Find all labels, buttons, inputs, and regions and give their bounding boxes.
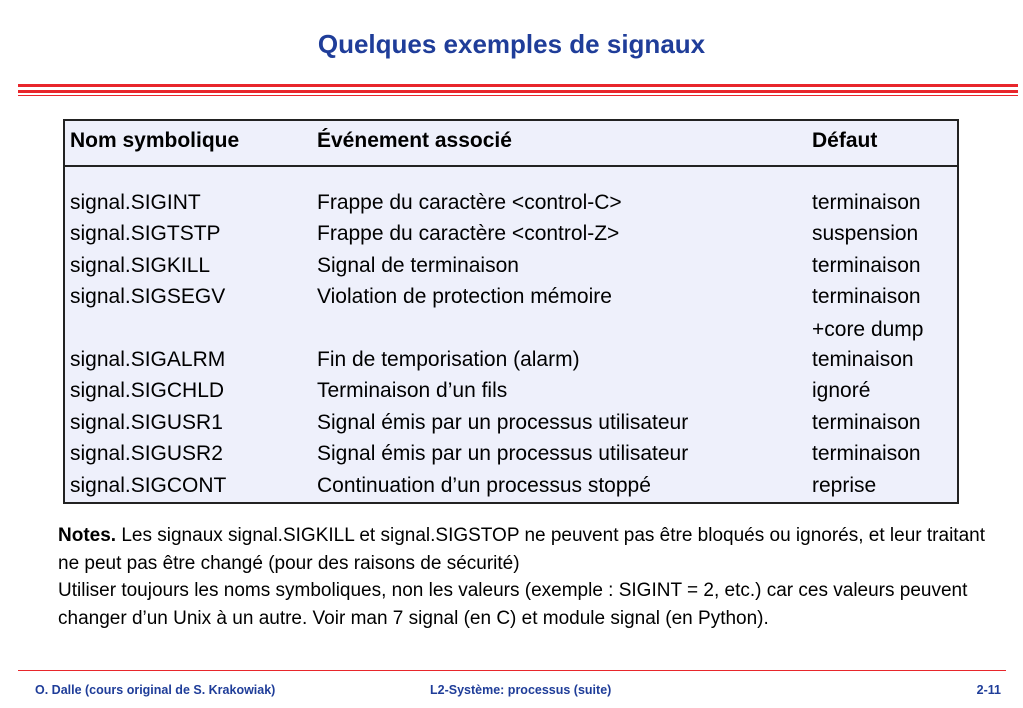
row-sigsegv-default: terminaison [812, 285, 921, 308]
row-sigusr2-name: signal.SIGUSR2 [70, 442, 223, 465]
row-sigkill-event: Signal de terminaison [317, 254, 519, 277]
row-sigchld-name: signal.SIGCHLD [70, 379, 225, 402]
row-sigtstp-default: suspension [812, 222, 919, 245]
row-sigusr2-event: Signal émis par un processus utilisateur [317, 442, 689, 465]
notes-block [58, 522, 988, 632]
row-sigusr1-name: signal.SIGUSR1 [70, 411, 223, 434]
row-sigcont-default: reprise [812, 474, 877, 497]
row-sigint-default: terminaison [812, 191, 921, 214]
title-rule-top [18, 84, 1018, 87]
notes-text-1: Les signaux signal.SIGKILL et signal.SIGSTOP ne peuvent pas être bloqués ou ignorés, et leur traitant ne peut pas être changé (pour des raisons de sécurité) [58, 525, 985, 574]
row-sigalrm-default: teminaison [812, 348, 914, 371]
row-sigsegv-name: signal.SIGSEGV [70, 285, 226, 308]
row-sigalrm-event: Fin de temporisation (alarm) [317, 348, 580, 371]
footer-page-number: 2-11 [976, 683, 1001, 697]
title-rule-bottom [18, 95, 1018, 96]
page-title: Quelques exemples de signaux [317, 29, 706, 59]
row-sigusr1-event: Signal émis par un processus utilisateur [317, 411, 689, 434]
row-sigchld-event: Terminaison d’un fils [317, 379, 508, 402]
row-sigchld-default: ignoré [812, 379, 871, 402]
row-sigsegv-event: Violation de protection mémoire [317, 285, 612, 308]
header-event: Événement associé [317, 129, 512, 152]
row-sigtstp-event: Frappe du caractère <control-Z> [317, 222, 620, 245]
row-sigalrm-name: signal.SIGALRM [70, 348, 226, 371]
notes-paragraph-2: Utiliser toujours les noms symboliques, non les valeurs (exemple : SIGINT = 2, etc.) car ces valeurs peuvent changer d’un Unix à un autre. Voir man 7 signal (en C) et module signal (en Python). [58, 580, 968, 629]
title-rule-middle [18, 90, 1018, 93]
table-header-divider [63, 165, 959, 167]
header-name: Nom symbolique [70, 129, 240, 152]
row-sigint-event: Frappe du caractère <control-C> [317, 191, 622, 214]
row-sigkill-default: terminaison [812, 254, 921, 277]
row-sigkill-name: signal.SIGKILL [70, 254, 211, 277]
header-default: Défaut [812, 129, 878, 152]
row-sigusr2-default: terminaison [812, 442, 921, 465]
footer-rule [18, 670, 1006, 671]
notes-paragraph-1 [58, 522, 988, 577]
footer-author: O. Dalle (cours original de S. Krakowiak) [35, 683, 276, 697]
row-sigsegv-default-extra: +core dump [812, 318, 924, 341]
row-sigcont-name: signal.SIGCONT [70, 474, 227, 497]
notes-label: Notes. [58, 525, 117, 546]
row-sigint-name: signal.SIGINT [70, 191, 201, 214]
row-sigcont-event: Continuation d’un processus stoppé [317, 474, 651, 497]
row-sigtstp-name: signal.SIGTSTP [70, 222, 221, 245]
footer-course: L2-Système: processus (suite) [430, 683, 612, 697]
row-sigusr1-default: terminaison [812, 411, 921, 434]
